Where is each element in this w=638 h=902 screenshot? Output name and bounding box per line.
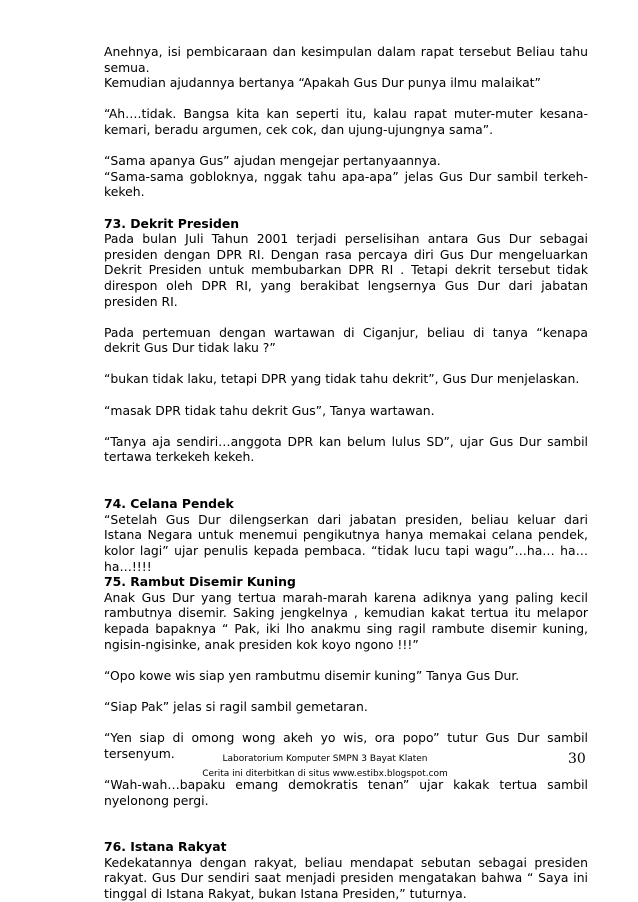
section-73-paragraph-2: Pada pertemuan dengan wartawan di Ciganjur, beliau di tanya “kenapa dekrit Gus Dur tidak laku ?” [104, 324, 588, 356]
section-73-paragraph-4: “masak DPR tidak tahu dekrit Gus”, Tanya wartawan. [104, 402, 435, 418]
section-75-paragraph-2: “Opo kowe wis siap yen rambutmu disemir kuning” Tanya Gus Dur. [104, 667, 520, 683]
intro-paragraph-3: “Ah….tidak. Bangsa kita kan seperti itu, kalau rapat muter-muter kesana-kemari, beradu argumen, cek cok, dan ujung-ujungnya sama”. [104, 106, 588, 137]
page-number: 30 [568, 751, 586, 767]
intro-paragraph-1: Anehnya, isi pembicaraan dan kesimpulan dalam rapat tersebut Beliau tahu semua. [104, 44, 588, 75]
section-75-paragraph-3: “Siap Pak” jelas si ragil sambil gemetaran. [104, 698, 368, 714]
section-76-heading: 76. Istana Rakyat [104, 839, 227, 855]
section-74-paragraph-1: “Setelah Gus Dur dilengserkan dari jabatan presiden, beliau keluar dari Istana Negara untuk menemui pengikutnya hanya memakai celana pendek, kolor lagi” ujar penulis kepada pembaca. “tidak lucu tapi wagu”…ha… ha… ha…!!!! [104, 511, 588, 574]
page-footer [160, 752, 490, 782]
spacer [104, 481, 588, 497]
intro-paragraph-5: “Sama-sama gobloknya, nggak tahu apa-apa” jelas Gus Dur sambil terkeh-kekeh. [104, 168, 588, 200]
section-75-paragraph-5: “Wah-wah…bapaku emang demokratis tenan” ujar kakak tertua sambil nyelonong pergi. [104, 776, 588, 808]
footer-line-1: Laboratorium Komputer SMPN 3 Bayat Klaten [222, 754, 428, 764]
intro-paragraph-2: Kemudian ajudannya bertanya “Apakah Gus Dur punya ilmu malaikat” [104, 75, 541, 91]
section-74-heading: 74. Celana Pendek [104, 496, 234, 512]
section-75-paragraph-4: “Yen siap di omong wong akeh yo wis, ora popo” tutur Gus Dur sambil tersenyum. [104, 730, 588, 761]
section-75-paragraph-1: Anak Gus Dur yang tertua marah-marah karena adiknya yang paling kecil rambutnya disemir. Saking jengkelnya , kemudian kakat tertua itu melapor kepada bapaknya “ Pak, iki lho anakmu sing ragil rambute disemir kuning, ngisin-ngisinke, anak presiden kok koyo ngono !!!” [104, 589, 588, 652]
section-75-heading: 75. Rambut Disemir Kuning [104, 574, 296, 590]
section-73-paragraph-5: “Tanya aja sendiri…anggota DPR kan belum lulus SD”, ujar Gus Dur sambil tertawa terkekeh kekeh. [104, 433, 588, 465]
section-76-paragraph-1: Kedekatannya dengan rakyat, beliau mendapat sebutan sebagai presiden rakyat. Gus Dur sendiri saat menjadi presiden mengatakan bahwa “ Saya ini tinggal di Istana Rakyat, bukan Istana Presiden,” tuturnya. [104, 854, 588, 902]
intro-paragraph-4: “Sama apanya Gus” ajudan mengejar pertanyaannya. [104, 153, 441, 169]
section-73-heading: 73. Dekrit Presiden [104, 215, 240, 231]
footer-line-2: Cerita ini diterbitkan di situs www.estibx.blogspot.com [202, 769, 448, 779]
section-73-paragraph-3: “bukan tidak laku, tetapi DPR yang tidak tahu dekrit”, Gus Dur menjelaskan. [104, 371, 580, 387]
section-73-paragraph-1: Pada bulan Juli Tahun 2001 terjadi perselisihan antara Gus Dur sebagai presiden dengan DPR RI. Dengan rasa percaya diri Gus Dur mengeluarkan Dekrit Presiden untuk membubarkan DPR RI . Tetapi dekrit tersebut tidak direspon oleh DPR RI, yang berakibat lengsernya Gus Dur dari jabatan presiden RI. [104, 231, 588, 309]
spacer [104, 824, 588, 840]
